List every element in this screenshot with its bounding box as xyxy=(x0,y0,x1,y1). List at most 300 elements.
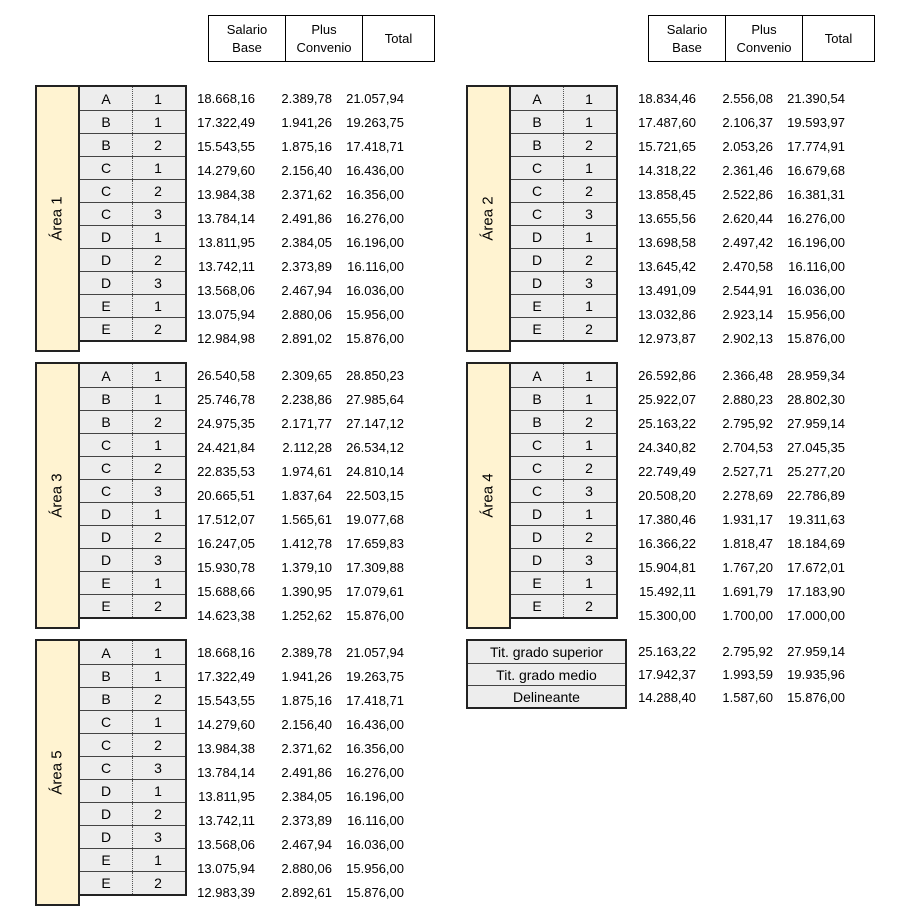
level-cell: 1 xyxy=(154,575,162,591)
category-cell: A xyxy=(80,641,133,664)
category-row xyxy=(80,387,185,410)
total-value: 25.277,20 xyxy=(787,464,845,479)
salary-row xyxy=(193,737,404,760)
total-value: 17.079,61 xyxy=(346,584,404,599)
category-row xyxy=(80,664,185,687)
total-value: 15.876,00 xyxy=(346,885,404,900)
category-row xyxy=(80,479,185,502)
plus-convenio-value: 2.112,28 xyxy=(282,440,332,455)
level-cell: 2 xyxy=(154,137,162,153)
plus-convenio-value: 2.371,62 xyxy=(281,187,332,202)
salary-row xyxy=(193,761,404,784)
category-row xyxy=(80,594,185,617)
category-cell: D xyxy=(80,549,133,571)
salario-base-value: 24.340,82 xyxy=(638,440,696,455)
plus-convenio-value: 1.974,61 xyxy=(281,464,332,479)
salary-row xyxy=(193,412,404,435)
header-plus-convenio: Plus Convenio xyxy=(725,16,802,61)
level-cell: 1 xyxy=(154,506,162,522)
plus-convenio-value: 2.497,42 xyxy=(722,235,773,250)
total-value: 17.418,71 xyxy=(346,139,404,154)
total-value: 17.000,00 xyxy=(787,608,845,623)
salary-row xyxy=(634,484,845,507)
category-cell: B xyxy=(511,388,564,410)
category-cell: A xyxy=(80,364,133,387)
category-row xyxy=(80,248,185,271)
total-value: 27.959,14 xyxy=(787,644,845,659)
level-cell: 1 xyxy=(154,783,162,799)
category-cell: C xyxy=(80,180,133,202)
total-value: 19.593,97 xyxy=(787,115,845,130)
category-row xyxy=(80,525,185,548)
level-cell: 1 xyxy=(154,852,162,868)
header-salario-base: Salario Base xyxy=(226,21,268,55)
salary-row xyxy=(634,686,845,709)
plus-convenio-value: 2.389,78 xyxy=(281,645,332,660)
level-cell: 3 xyxy=(154,483,162,499)
category-grid xyxy=(80,85,187,342)
total-value: 21.057,94 xyxy=(346,91,404,106)
category-row xyxy=(511,548,616,571)
category-cell: D xyxy=(511,549,564,571)
area-label-text: Área 1 xyxy=(49,196,67,241)
salary-row xyxy=(634,556,845,579)
total-value: 16.036,00 xyxy=(346,837,404,852)
salario-base-value: 14.318,22 xyxy=(638,163,696,178)
plus-convenio-value: 2.156,40 xyxy=(281,163,332,178)
salary-row xyxy=(634,87,845,110)
salario-base-value: 15.492,11 xyxy=(639,584,696,599)
salario-base-value: 12.983,39 xyxy=(197,885,255,900)
salary-row xyxy=(634,508,845,531)
category-cell: D xyxy=(80,826,133,848)
level-cell: 2 xyxy=(154,691,162,707)
category-row xyxy=(80,433,185,456)
total-value: 16.036,00 xyxy=(346,283,404,298)
category-row xyxy=(511,456,616,479)
total-value: 17.309,88 xyxy=(346,560,404,575)
total-value: 15.956,00 xyxy=(346,307,404,322)
level-cell: 2 xyxy=(154,460,162,476)
salary-row xyxy=(193,881,404,904)
salario-base-value: 15.930,78 xyxy=(197,560,255,575)
titulado-label: Tit. grado medio xyxy=(468,663,625,685)
total-value: 27.959,14 xyxy=(787,416,845,431)
plus-convenio-value: 1.691,79 xyxy=(722,584,773,599)
category-row xyxy=(511,133,616,156)
salary-row xyxy=(193,183,404,206)
salario-base-value: 13.984,38 xyxy=(197,741,255,756)
total-value: 28.802,30 xyxy=(787,392,845,407)
category-cell: C xyxy=(80,457,133,479)
plus-convenio-value: 2.544,91 xyxy=(722,283,773,298)
salary-values xyxy=(634,364,845,628)
category-cell: C xyxy=(511,180,564,202)
salario-base-value: 13.698,58 xyxy=(638,235,696,250)
level-cell: 1 xyxy=(585,298,593,314)
plus-convenio-value: 2.467,94 xyxy=(281,837,332,852)
salary-row xyxy=(193,785,404,808)
category-cell: B xyxy=(80,134,133,156)
category-cell: B xyxy=(511,134,564,156)
plus-convenio-value: 2.880,06 xyxy=(281,861,332,876)
total-value: 17.418,71 xyxy=(346,693,404,708)
salario-base-value: 16.247,05 xyxy=(197,536,255,551)
level-cell: 1 xyxy=(154,644,162,661)
salary-row xyxy=(193,388,404,411)
salary-row xyxy=(634,640,845,663)
total-value: 16.381,31 xyxy=(787,187,845,202)
category-row xyxy=(80,271,185,294)
salario-base-value: 17.512,07 xyxy=(197,512,255,527)
category-row xyxy=(80,202,185,225)
category-grid xyxy=(511,362,618,619)
total-value: 15.876,00 xyxy=(346,331,404,346)
category-cell: E xyxy=(80,295,133,317)
total-value: 21.390,54 xyxy=(787,91,845,106)
level-cell: 2 xyxy=(154,598,162,614)
titulado-label: Tit. grado superior xyxy=(489,644,604,660)
salary-row xyxy=(634,532,845,555)
total-value: 16.196,00 xyxy=(346,235,404,250)
level-cell: 1 xyxy=(154,90,162,107)
category-row xyxy=(80,802,185,825)
category-cell: A xyxy=(80,87,133,110)
total-value: 24.810,14 xyxy=(346,464,404,479)
plus-convenio-value: 2.366,48 xyxy=(722,368,773,383)
salario-base-value: 18.668,16 xyxy=(197,91,255,106)
category-cell: B xyxy=(80,688,133,710)
total-value: 16.356,00 xyxy=(346,187,404,202)
plus-convenio-value: 2.373,89 xyxy=(281,813,332,828)
salary-values xyxy=(193,87,404,351)
category-row xyxy=(80,756,185,779)
plus-convenio-value: 1.700,00 xyxy=(722,608,773,623)
salario-base-value: 15.300,00 xyxy=(638,608,696,623)
plus-convenio-value: 2.106,37 xyxy=(722,115,773,130)
category-row xyxy=(80,641,185,664)
level-cell: 2 xyxy=(585,252,593,268)
category-row xyxy=(511,387,616,410)
level-cell: 1 xyxy=(585,367,593,384)
category-row xyxy=(80,733,185,756)
salario-base-value: 13.075,94 xyxy=(197,307,255,322)
salario-base-value: 13.075,94 xyxy=(197,861,255,876)
category-row xyxy=(80,779,185,802)
category-cell: D xyxy=(80,503,133,525)
salario-base-value: 15.688,66 xyxy=(197,584,255,599)
level-cell: 3 xyxy=(585,483,593,499)
category-grid xyxy=(511,85,618,342)
plus-convenio-value: 1.390,95 xyxy=(281,584,332,599)
total-value: 27.045,35 xyxy=(787,440,845,455)
total-value: 19.935,96 xyxy=(787,667,845,682)
plus-convenio-value: 2.384,05 xyxy=(281,789,332,804)
category-cell: E xyxy=(511,318,564,340)
category-row xyxy=(80,294,185,317)
plus-convenio-value: 2.384,05 xyxy=(281,235,332,250)
salary-row xyxy=(634,604,845,627)
plus-convenio-value: 2.373,89 xyxy=(281,259,332,274)
salario-base-value: 25.746,78 xyxy=(197,392,255,407)
category-cell: E xyxy=(80,572,133,594)
plus-convenio-value: 1.875,16 xyxy=(281,693,332,708)
salary-row xyxy=(193,87,404,110)
area-label xyxy=(35,639,80,906)
salario-base-value: 26.592,86 xyxy=(638,368,696,383)
salario-base-value: 13.568,06 xyxy=(197,837,255,852)
total-value: 16.436,00 xyxy=(346,717,404,732)
plus-convenio-value: 1.941,26 xyxy=(281,115,332,130)
category-cell: B xyxy=(80,111,133,133)
salary-row xyxy=(634,135,845,158)
salary-row xyxy=(634,436,845,459)
category-cell: D xyxy=(511,272,564,294)
level-cell: 1 xyxy=(154,298,162,314)
category-row xyxy=(80,548,185,571)
salario-base-value: 20.508,20 xyxy=(638,488,696,503)
total-value: 15.876,00 xyxy=(787,690,845,705)
salary-row xyxy=(193,532,404,555)
total-value: 19.077,68 xyxy=(346,512,404,527)
category-row xyxy=(80,687,185,710)
total-value: 16.116,00 xyxy=(347,813,404,828)
salario-base-value: 12.973,87 xyxy=(638,331,696,346)
category-cell: D xyxy=(511,226,564,248)
category-cell: E xyxy=(80,849,133,871)
category-cell: A xyxy=(511,87,564,110)
level-cell: 2 xyxy=(585,414,593,430)
salario-base-value: 24.975,35 xyxy=(197,416,255,431)
salary-row xyxy=(193,484,404,507)
salario-base-value: 25.922,07 xyxy=(638,392,696,407)
category-cell: C xyxy=(80,157,133,179)
level-cell: 3 xyxy=(154,760,162,776)
salary-row xyxy=(634,231,845,254)
category-row xyxy=(511,271,616,294)
category-cell: B xyxy=(80,388,133,410)
salary-values xyxy=(634,87,845,351)
plus-convenio-value: 1.767,20 xyxy=(722,560,773,575)
total-value: 28.850,23 xyxy=(346,368,404,383)
salary-row xyxy=(193,135,404,158)
category-cell: D xyxy=(80,803,133,825)
level-cell: 3 xyxy=(154,275,162,291)
category-cell: E xyxy=(80,318,133,340)
salary-values xyxy=(193,641,404,905)
salary-row xyxy=(193,556,404,579)
salary-row xyxy=(193,689,404,712)
area-label xyxy=(466,362,511,629)
level-cell: 1 xyxy=(585,229,593,245)
level-cell: 1 xyxy=(154,229,162,245)
plus-convenio-value: 2.556,08 xyxy=(722,91,773,106)
salary-row xyxy=(634,388,845,411)
category-row xyxy=(511,571,616,594)
category-cell: C xyxy=(511,203,564,225)
total-value: 16.679,68 xyxy=(787,163,845,178)
area-label xyxy=(35,362,80,629)
category-row xyxy=(80,848,185,871)
header-total: Total xyxy=(802,16,874,61)
salario-base-value: 13.655,56 xyxy=(638,211,696,226)
plus-convenio-value: 1.875,16 xyxy=(281,139,332,154)
plus-convenio-value: 2.704,53 xyxy=(722,440,773,455)
category-row xyxy=(511,317,616,340)
plus-convenio-value: 2.238,86 xyxy=(281,392,332,407)
salary-row xyxy=(193,279,404,302)
salario-base-value: 13.784,14 xyxy=(197,765,255,780)
salary-row xyxy=(193,111,404,134)
category-row xyxy=(511,156,616,179)
salario-base-value: 13.811,95 xyxy=(198,235,255,250)
salario-base-value: 14.623,38 xyxy=(197,608,255,623)
level-cell: 2 xyxy=(585,137,593,153)
level-cell: 2 xyxy=(585,183,593,199)
category-cell: C xyxy=(80,757,133,779)
salary-row xyxy=(634,207,845,230)
salario-base-value: 24.421,84 xyxy=(197,440,255,455)
total-value: 16.276,00 xyxy=(346,765,404,780)
plus-convenio-value: 2.309,65 xyxy=(281,368,332,383)
category-row xyxy=(511,110,616,133)
salario-base-value: 14.279,60 xyxy=(197,163,255,178)
column-header-right xyxy=(648,15,875,62)
level-cell: 2 xyxy=(154,321,162,337)
plus-convenio-value: 2.371,62 xyxy=(281,741,332,756)
category-cell: B xyxy=(511,111,564,133)
level-cell: 1 xyxy=(154,668,162,684)
titulado-label: Delineante xyxy=(468,685,625,707)
category-row xyxy=(80,825,185,848)
area-label xyxy=(35,85,80,352)
level-cell: 3 xyxy=(585,275,593,291)
level-cell: 2 xyxy=(154,252,162,268)
salario-base-value: 14.288,40 xyxy=(638,690,696,705)
total-value: 28.959,34 xyxy=(787,368,845,383)
total-value: 15.956,00 xyxy=(787,307,845,322)
category-row xyxy=(511,248,616,271)
salary-row xyxy=(634,183,845,206)
category-cell: C xyxy=(511,157,564,179)
salary-row xyxy=(634,159,845,182)
salario-base-value: 17.380,46 xyxy=(638,512,696,527)
level-cell: 1 xyxy=(154,391,162,407)
category-cell: E xyxy=(80,872,133,894)
category-row xyxy=(80,87,185,110)
level-cell: 3 xyxy=(154,829,162,845)
level-cell: 1 xyxy=(585,437,593,453)
plus-convenio-value: 2.795,92 xyxy=(722,644,773,659)
header-plus-convenio: Plus Convenio xyxy=(285,16,362,61)
plus-convenio-value: 2.156,40 xyxy=(281,717,332,732)
total-value: 21.057,94 xyxy=(346,645,404,660)
salary-row xyxy=(634,412,845,435)
total-value: 27.985,64 xyxy=(346,392,404,407)
total-value: 17.183,90 xyxy=(787,584,845,599)
category-cell: C xyxy=(80,711,133,733)
level-cell: 1 xyxy=(585,506,593,522)
level-cell: 3 xyxy=(585,206,593,222)
plus-convenio-value: 2.880,06 xyxy=(281,307,332,322)
category-cell: C xyxy=(80,734,133,756)
total-value: 26.534,12 xyxy=(346,440,404,455)
salary-row xyxy=(193,364,404,387)
salary-row xyxy=(193,857,404,880)
level-cell: 1 xyxy=(154,160,162,176)
category-cell: D xyxy=(80,249,133,271)
total-value: 16.276,00 xyxy=(787,211,845,226)
salario-base-value: 13.491,09 xyxy=(638,283,696,298)
category-row xyxy=(80,571,185,594)
plus-convenio-value: 2.491,86 xyxy=(281,765,332,780)
category-cell: C xyxy=(511,457,564,479)
salary-row xyxy=(634,663,845,686)
salario-base-value: 15.904,81 xyxy=(638,560,696,575)
plus-convenio-value: 2.278,69 xyxy=(722,488,773,503)
salary-row xyxy=(193,665,404,688)
plus-convenio-value: 2.491,86 xyxy=(281,211,332,226)
category-cell: B xyxy=(511,411,564,433)
category-row xyxy=(80,710,185,733)
area-label-text: Área 3 xyxy=(49,473,67,518)
total-value: 15.876,00 xyxy=(346,608,404,623)
salario-base-value: 15.543,55 xyxy=(197,693,255,708)
total-value: 17.659,83 xyxy=(346,536,404,551)
category-row xyxy=(80,410,185,433)
salary-row xyxy=(193,833,404,856)
total-value: 19.311,63 xyxy=(788,512,845,527)
salario-base-value: 16.366,22 xyxy=(638,536,696,551)
category-row xyxy=(511,502,616,525)
level-cell: 1 xyxy=(154,714,162,730)
level-cell: 2 xyxy=(585,460,593,476)
salary-row xyxy=(193,303,404,326)
category-row xyxy=(511,525,616,548)
level-cell: 1 xyxy=(585,160,593,176)
level-cell: 3 xyxy=(585,552,593,568)
total-value: 17.774,91 xyxy=(787,139,845,154)
salario-base-value: 17.942,37 xyxy=(638,667,696,682)
salary-row xyxy=(193,460,404,483)
salario-base-value: 17.487,60 xyxy=(638,115,696,130)
category-cell: D xyxy=(511,249,564,271)
salary-row xyxy=(193,255,404,278)
salario-base-value: 17.322,49 xyxy=(197,115,255,130)
salario-base-value: 18.668,16 xyxy=(197,645,255,660)
plus-convenio-value: 2.389,78 xyxy=(281,91,332,106)
total-value: 16.116,00 xyxy=(788,259,845,274)
category-cell: D xyxy=(80,526,133,548)
salario-base-value: 13.742,11 xyxy=(198,259,255,274)
total-value: 27.147,12 xyxy=(346,416,404,431)
header-total: Total xyxy=(362,16,434,61)
level-cell: 1 xyxy=(585,114,593,130)
salario-base-value: 25.163,22 xyxy=(638,644,696,659)
salario-base-value: 13.858,45 xyxy=(638,187,696,202)
category-cell: E xyxy=(80,595,133,617)
salary-row xyxy=(634,580,845,603)
titulados-table xyxy=(466,639,627,709)
plus-convenio-value: 1.931,17 xyxy=(722,512,773,527)
salary-row xyxy=(193,207,404,230)
category-row xyxy=(511,202,616,225)
plus-convenio-value: 2.467,94 xyxy=(281,283,332,298)
category-cell: E xyxy=(511,595,564,617)
total-value: 15.956,00 xyxy=(346,861,404,876)
category-row xyxy=(511,225,616,248)
plus-convenio-value: 2.880,23 xyxy=(722,392,773,407)
